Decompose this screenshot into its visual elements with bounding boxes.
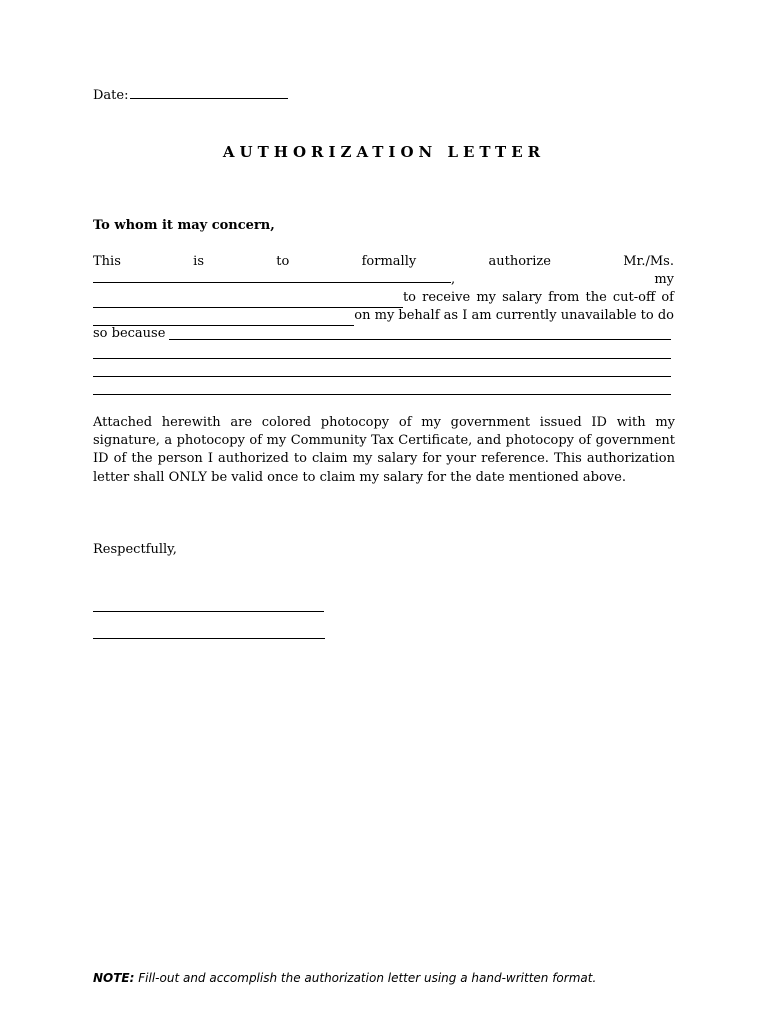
word-mr-ms: Mr./Ms.	[623, 254, 674, 269]
reason-blank-2[interactable]	[93, 358, 671, 359]
attachments-paragraph: Attached herewith are colored photocopy of my government issued ID with my signature, a photocopy of my Community Tax Certificate, and photocopy of government ID of the person I authorized to claim my salary for your reference. This authorization letter shall ONLY be valid once to claim my salary for the date mentioned above.	[93, 415, 675, 485]
salutation: To whom it may concern,	[93, 218, 275, 233]
signature-blank[interactable]	[93, 611, 324, 612]
date-row	[93, 88, 288, 103]
word-to: to	[276, 254, 290, 269]
authorized-person-name-blank[interactable]	[93, 282, 451, 283]
footer-note	[93, 971, 596, 985]
closing: Respectfully,	[93, 542, 177, 557]
body-line-4-text: on my behalf as I am currently unavailable to do	[354, 308, 674, 323]
body-line-5-text: so because	[93, 326, 166, 341]
comma: ,	[451, 272, 456, 287]
body-line-3	[93, 290, 674, 308]
body-line-5	[93, 326, 674, 344]
body-line-3-text: to receive my salary from the cut-off of	[402, 290, 674, 305]
word-formally: formally	[361, 254, 417, 269]
word-my: my	[654, 272, 674, 287]
printed-name-blank[interactable]	[93, 638, 325, 639]
word-authorize: authorize	[488, 254, 551, 269]
reason-blank-1[interactable]	[169, 322, 671, 340]
word-is: is	[193, 254, 204, 269]
note-text: Fill-out and accomplish the authorization letter using a hand-written format.	[138, 971, 597, 985]
note-label: NOTE:	[93, 971, 135, 985]
reason-blank-4[interactable]	[93, 394, 671, 395]
body-line-1	[93, 254, 674, 272]
word-this: This	[93, 254, 121, 269]
reason-blank-3[interactable]	[93, 376, 671, 377]
date-label: Date:	[93, 88, 129, 103]
body-line-2	[93, 272, 674, 290]
date-blank[interactable]	[130, 98, 288, 99]
letter-title: AUTHORIZATION LETTER	[222, 143, 546, 161]
relationship-blank[interactable]	[93, 290, 403, 308]
